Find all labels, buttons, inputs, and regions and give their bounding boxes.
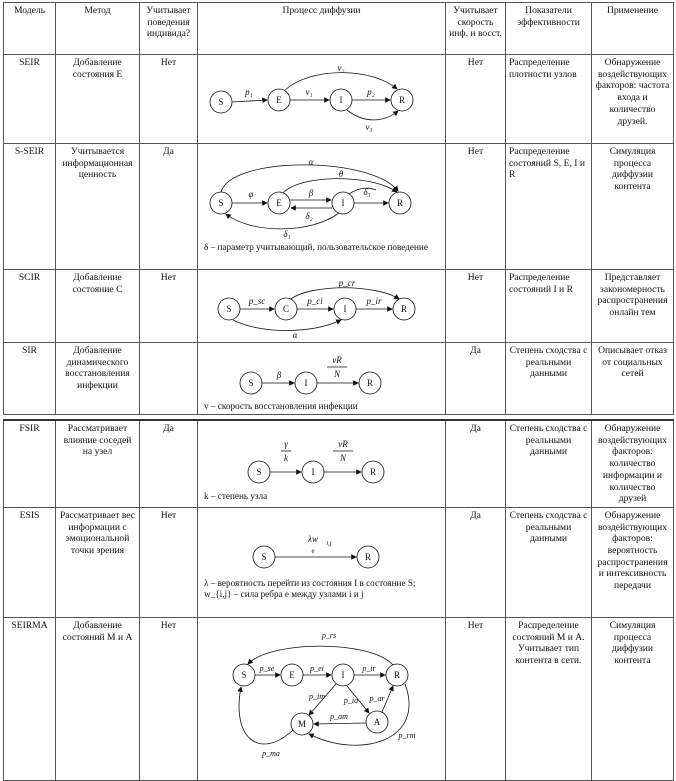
node-label: R	[398, 95, 406, 105]
metrics-cell: Распределение состояний I и R	[506, 270, 592, 343]
table-row	[4, 55, 674, 144]
metrics-cell: Распределение плотности узлов	[506, 55, 592, 144]
node-label: I	[304, 378, 308, 388]
edge-label: v₃	[365, 122, 373, 132]
method-cell: Учитывается информационная ценность	[56, 144, 140, 270]
edge-label: p_rm	[398, 730, 416, 740]
edge-label: δ₂	[305, 211, 313, 221]
header-process: Процесс диффузии	[198, 3, 446, 55]
node-label: I	[339, 95, 343, 105]
diffusion-diagram-seir	[198, 55, 446, 144]
edge-label: δ₁	[283, 229, 291, 239]
table-row	[4, 617, 674, 780]
edge-label: N	[333, 369, 341, 379]
metrics-cell: Распределение состояний S, E, I и R	[506, 144, 592, 270]
application-cell: Симуляция процесса диффузии контента	[592, 617, 674, 780]
edge-label: k	[284, 453, 288, 463]
edge-label: vR	[338, 439, 348, 449]
edge-label: p_ma	[262, 748, 280, 758]
metrics-cell: Степень сходства с реальными данными	[506, 507, 592, 617]
node-label: A	[373, 716, 381, 727]
edge-label: p_sc	[248, 296, 266, 306]
edge-label: β	[308, 188, 314, 198]
edge-label: e	[311, 546, 315, 555]
node-label: C	[282, 304, 290, 314]
node-label: I	[341, 198, 345, 208]
node-label: S	[226, 304, 232, 314]
edge-label: α	[292, 330, 298, 340]
individual-cell: Нет	[140, 617, 198, 780]
node-label: S	[256, 467, 262, 477]
node-label: I	[343, 304, 347, 314]
header-individual: Учитывает поведения индивида?	[140, 3, 198, 55]
node-label: E	[276, 198, 282, 208]
application-cell: Описывает отказ от социальных сетей	[592, 343, 674, 415]
header-metrics: Показатели эффективности	[506, 3, 592, 55]
diffusion-diagram-esis	[198, 507, 446, 617]
edge-label: p_im	[309, 691, 325, 701]
node-label: E	[276, 95, 282, 105]
node-label: I	[341, 669, 345, 680]
metrics-cell: Степень сходства с реальными данными	[506, 420, 592, 507]
model-name: ESIS	[4, 507, 56, 617]
diffusion-diagram-seirma	[198, 617, 446, 780]
individual-cell: Да	[140, 420, 198, 507]
edge-label: p_se	[259, 663, 275, 673]
diffusion-diagram-s-seir	[198, 144, 446, 270]
node-label: R	[400, 304, 408, 314]
header-method: Метод	[56, 3, 140, 55]
individual-cell: Нет	[140, 270, 198, 343]
edge-label: v₁	[305, 87, 313, 97]
table-row	[4, 144, 674, 270]
metrics-cell: Распределение состояний M и A. Учитывает тип контента в сети.	[506, 617, 592, 780]
edge-label: p_ci	[307, 296, 323, 306]
node-label: M	[297, 718, 307, 729]
diagram-note: k – степень узла	[204, 491, 268, 501]
method-cell: Рассматривает влияние соседей на узел	[56, 420, 140, 507]
edge-label: p₂	[367, 87, 375, 97]
model-name: SCIR	[4, 270, 56, 343]
edge-label: p_ir	[362, 663, 376, 673]
edge-label: p_rs	[321, 630, 337, 640]
edge-label: p_am	[330, 711, 348, 721]
application-cell: Симуляция процесса диффузии контента	[592, 144, 674, 270]
edge-label: p_ei	[310, 663, 324, 673]
application-cell: Обнаружение воздействующих факторов: количество информации и количество друзей	[592, 420, 674, 507]
diffusion-diagram-fsir	[198, 420, 446, 507]
header-speed: Учитывает скорость инф. и восст.	[446, 3, 506, 55]
edge-label: p_ar	[369, 693, 385, 703]
speed-cell: Да	[446, 507, 506, 617]
application-cell: Представляет закономерность распространения онлайн тем	[592, 270, 674, 343]
speed-cell: Нет	[446, 270, 506, 343]
method-cell: Добавление состояние C	[56, 270, 140, 343]
model-name: SIR	[4, 343, 56, 415]
table-row	[4, 270, 674, 343]
edge-label: p₁	[245, 87, 253, 97]
node-label: R	[396, 198, 404, 208]
individual-cell: Да	[140, 144, 198, 270]
edge-label: vR	[332, 355, 342, 365]
edge-label: γ	[284, 439, 288, 449]
node-label: S	[248, 378, 254, 388]
diffusion-diagram-sir	[198, 343, 446, 415]
individual-cell	[140, 343, 198, 415]
header-model: Модель	[4, 3, 56, 55]
method-cell: Рассматривает вес информации с эмоциональной точки зрения	[56, 507, 140, 617]
edge-label: p_ir	[366, 296, 382, 306]
node-label: S	[241, 669, 247, 680]
individual-cell: Нет	[140, 55, 198, 144]
node-label: S	[218, 97, 224, 107]
diffusion-diagram-scir	[198, 270, 446, 343]
edge-label: v₂	[337, 63, 345, 73]
edge-label: p_ia	[343, 695, 359, 705]
model-name: S-SEIR	[4, 144, 56, 270]
edge-label: p_cr	[338, 278, 356, 288]
node-label: R	[393, 669, 401, 680]
diagram-note: λ – вероятность перейти из состояния I в состояние S; w_{i,j} – сила ребра e между узлами i и j	[204, 577, 416, 599]
node-label: E	[289, 669, 295, 680]
application-cell: Обнаружение воздействующих факторов: вероятность распространения и интексивность передачи	[592, 507, 674, 617]
speed-cell: Нет	[446, 144, 506, 270]
model-name: FSIR	[4, 420, 56, 507]
individual-cell: Нет	[140, 507, 198, 617]
edge-label: β	[276, 370, 282, 380]
table-row	[4, 507, 674, 617]
node-label: I	[311, 467, 315, 477]
metrics-cell: Степень сходства с реальными данными	[506, 343, 592, 415]
table-row	[4, 420, 674, 507]
edge-label: δ₃	[363, 187, 371, 197]
edge-label: N	[339, 453, 347, 463]
edge-label: α	[308, 157, 314, 167]
speed-cell: Да	[446, 420, 506, 507]
diagram-note: v – скорость восстановления инфекции	[204, 401, 358, 411]
node-label: S	[218, 198, 224, 208]
edge-label: φ	[248, 189, 254, 199]
diffusion-models-table	[3, 2, 674, 781]
edge-label: θ	[338, 169, 344, 179]
node-label: R	[369, 467, 377, 477]
method-cell: Добавление динамического восстановления инфекции	[56, 343, 140, 415]
header-application: Применение	[592, 3, 674, 55]
edge-label: i,j	[326, 539, 332, 547]
node-label: R	[364, 551, 372, 562]
edge-label: λw	[308, 533, 318, 544]
method-cell: Добавление состояния E	[56, 55, 140, 144]
speed-cell: Нет	[446, 55, 506, 144]
method-cell: Добавление состояний M и A	[56, 617, 140, 780]
table-row	[4, 343, 674, 415]
node-label: S	[261, 551, 267, 562]
node-label: R	[366, 378, 374, 388]
model-name: SEIRMA	[4, 617, 56, 780]
diagram-note: δ – параметр учитывающий, пользовательское поведение	[204, 242, 428, 252]
speed-cell: Да	[446, 343, 506, 415]
model-name: SEIR	[4, 55, 56, 144]
application-cell: Обнаружение воздействующих факторов: частота входа и количество друзей.	[592, 55, 674, 144]
speed-cell: Нет	[446, 617, 506, 780]
